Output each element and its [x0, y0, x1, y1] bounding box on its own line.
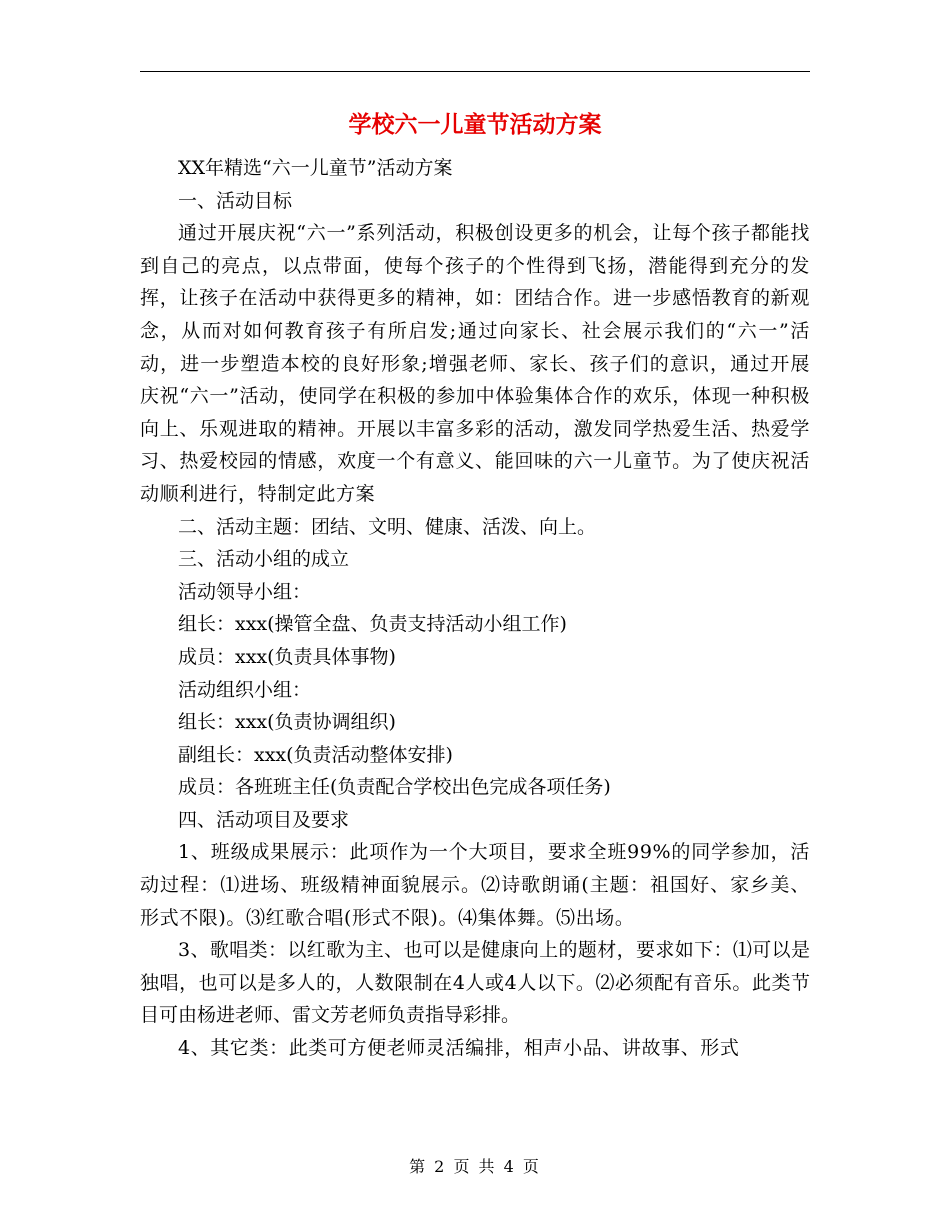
- paragraph-class-showcase: 1、班级成果展示：此项作为一个大项目，要求全班99%的同学参加，活动过程：⑴进场、班级精神面貌展示。⑵诗歌朗诵(主题：祖国好、家乡美、形式不限)。⑶红歌合唱(形式不限)。⑷集体舞。⑸出场。: [140, 841, 810, 929]
- document-body: [140, 152, 810, 1065]
- list-item-organizing-members: 成员：各班班主任(负责配合学校出色完成各项任务): [178, 776, 611, 799]
- paragraph-goals: 通过开展庆祝“六一”系列活动，积极创设更多的机会，让每个孩子都能找到自己的亮点，以点带面，使每个孩子的个性得到飞扬，潜能得到充分的发挥，让孩子在活动中获得更多的精神，如：团结合作。进一步感悟教育的新观念，从而对如何教育孩子有所启发;通过向家长、社会展示我们的“六一”活动，进一步塑造本校的良好形象;增强老师、家长、孩子们的意识，通过开展庆祝“六一”活动，使同学在积极的参加中体验集体合作的欢乐，体现一种积极向上、乐观进取的精神。开展以丰富多彩的活动，激发同学热爱生活、热爱学习、热爱校园的情感，欢度一个有意义、能回味的六一儿童节。为了使庆祝活动顺利进行，特制定此方案: [140, 222, 810, 505]
- section-heading-projects: 四、活动项目及要求: [178, 808, 350, 831]
- paragraph-singing: 3、歌唱类：以红歌为主、也可以是健康向上的题材，要求如下：⑴可以是独唱，也可以是多人的，人数限制在4人或4人以下。⑵必须配有音乐。此类节目可由杨进老师、雷文芳老师负责指导彩排。: [140, 939, 810, 1027]
- section-heading-groups: 三、活动小组的成立: [178, 548, 350, 571]
- list-item-member: 成员：xxx(负责具体事物): [178, 645, 396, 668]
- section-heading-goals: 一、活动目标: [178, 189, 293, 212]
- header-rule: [140, 71, 810, 72]
- list-item-organizing-leader: 组长：xxx(负责协调组织): [178, 711, 396, 734]
- paragraph-subtitle: XX年精选“六一儿童节”活动方案: [178, 157, 453, 179]
- paragraph-other: 4、其它类：此类可方便老师灵活编排，相声小品、讲故事、形式: [178, 1037, 740, 1060]
- document-title: 学校六一儿童节活动方案: [348, 112, 602, 138]
- list-item-leader: 组长：xxx(操管全盘、负责支持活动小组工作): [178, 613, 567, 636]
- section-heading-theme: 二、活动主题：团结、文明、健康、活泼、向上。: [178, 515, 597, 538]
- list-item-organizing-group: 活动组织小组：: [178, 678, 312, 701]
- list-item-leadership-group: 活动领导小组：: [178, 580, 312, 603]
- page-number: 第 2 页 共 4 页: [409, 1157, 541, 1176]
- list-item-deputy-leader: 副组长：xxx(负责活动整体安排): [178, 743, 453, 766]
